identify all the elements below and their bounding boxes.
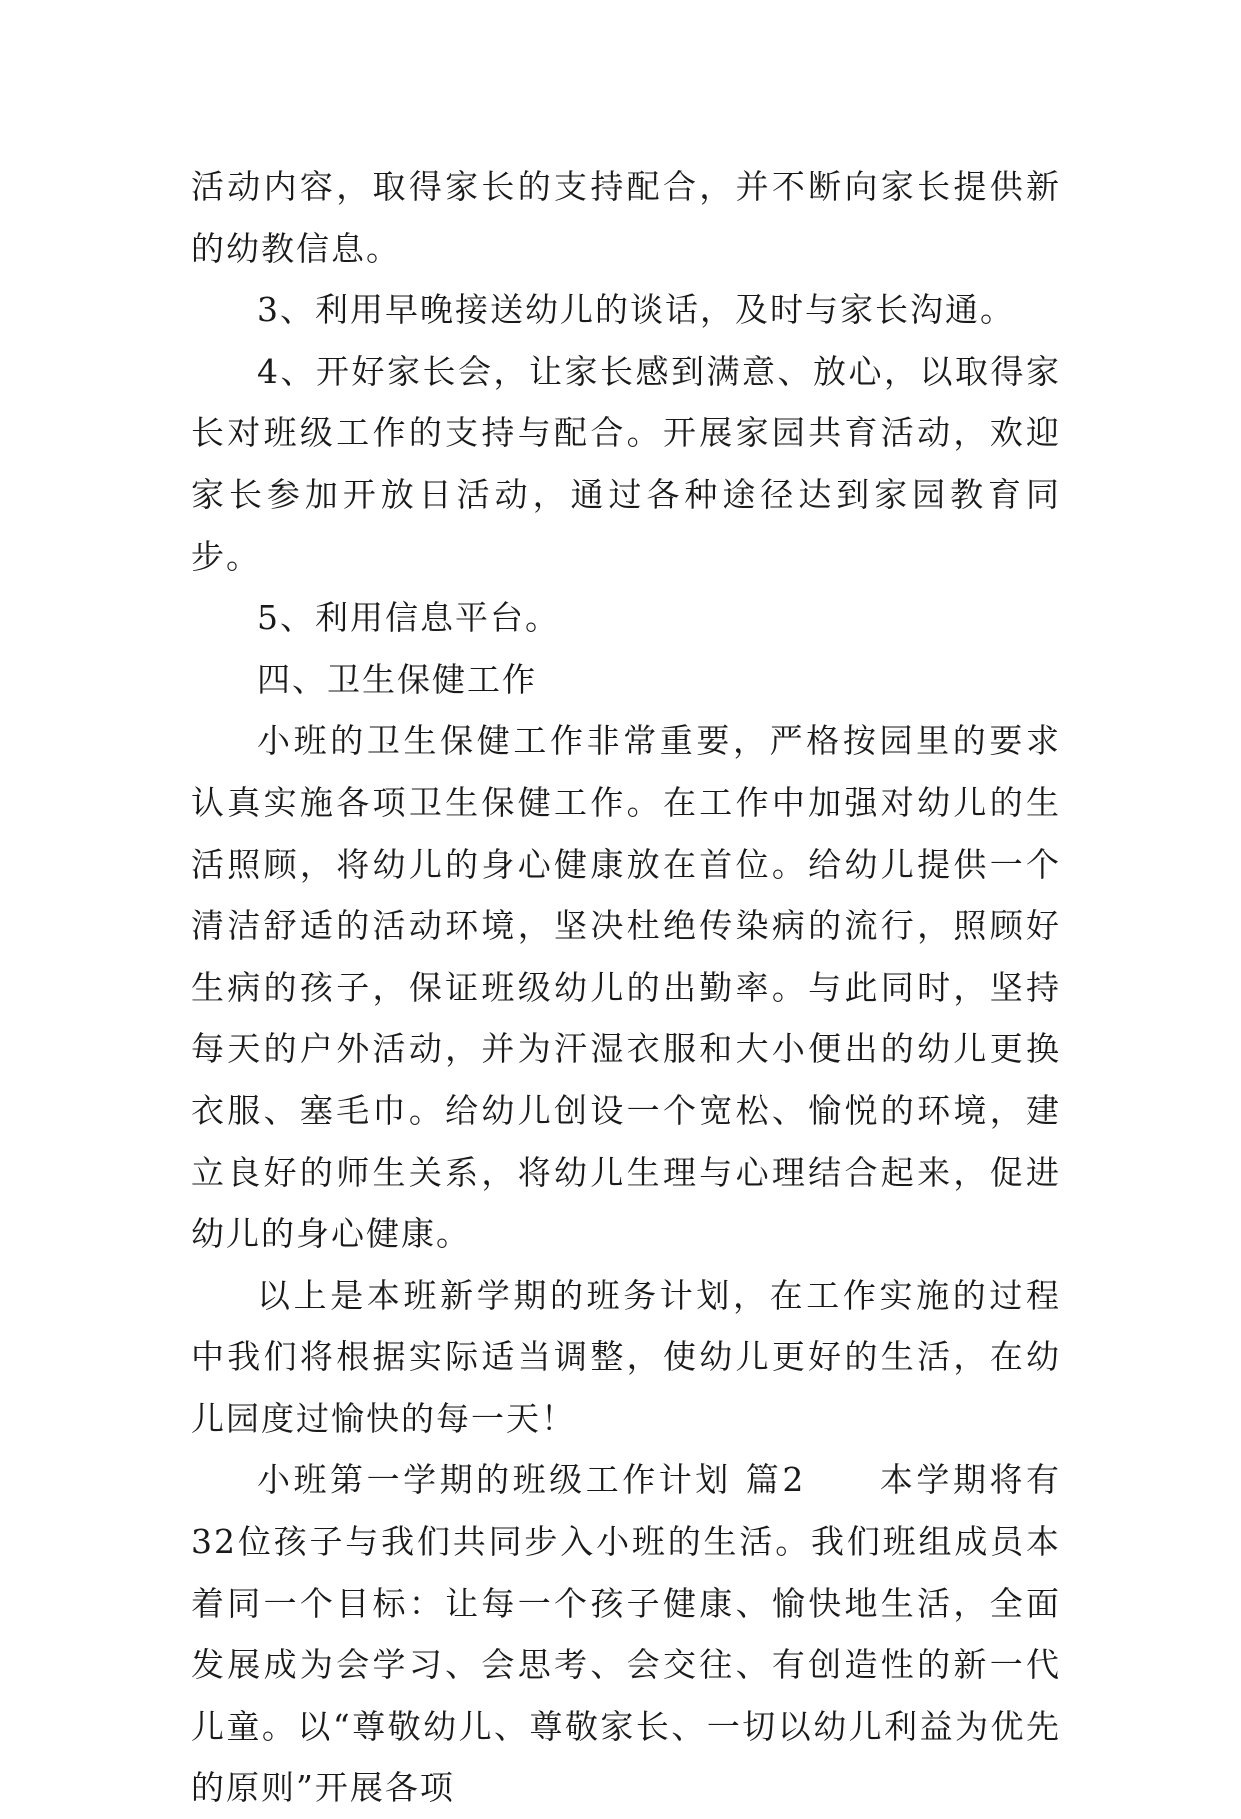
paragraph-plan-2-intro: 小班第一学期的班级工作计划 篇2 本学期将有32位孩子与我们共同步入小班的生活。我们班组成员本着同一个目标：让每一个孩子健康、愉快地生活，全面发展成为会学习、会思考、会交往、有创造性的新一代儿童。以“尊敬幼儿、尊敬家长、一切以幼儿利益为优先的原则”开展各项 [191,1460,1061,1808]
paragraph-item-5: 5、利用信息平台。 [257,598,560,638]
document-body [191,156,1061,1819]
paragraph-item-3: 3、利用早晚接送幼儿的谈话，及时与家长沟通。 [257,290,1015,330]
paragraph-health-care: 小班的卫生保健工作非常重要，严格按园里的要求认真实施各项卫生保健工作。在工作中加强对幼儿的生活照顾，将幼儿的身心健康放在首位。给幼儿提供一个清洁舒适的活动环境，坚决杜绝传染病的流行，照顾好生病的孩子，保证班级幼儿的出勤率。与此同时，坚持每天的户外活动，并为汗湿衣服和大小便出的幼儿更换衣服、塞毛巾。给幼儿创设一个宽松、愉悦的环境，建立良好的师生关系，将幼儿生理与心理结合起来，促进幼儿的身心健康。 [191,721,1061,1254]
paragraph-conclusion: 以上是本班新学期的班务计划，在工作实施的过程中我们将根据实际适当调整，使幼儿更好的生活，在幼儿园度过愉快的每一天！ [191,1275,1061,1438]
section-heading-health: 四、卫生保健工作 [257,659,537,699]
paragraph-parent-info: 活动内容，取得家长的支持配合，并不断向家长提供新的幼教信息。 [191,167,1061,268]
paragraph-item-4: 4、开好家长会，让家长感到满意、放心，以取得家长对班级工作的支持与配合。开展家园共育活动，欢迎家长参加开放日活动，通过各种途径达到家园教育同步。 [191,351,1061,576]
